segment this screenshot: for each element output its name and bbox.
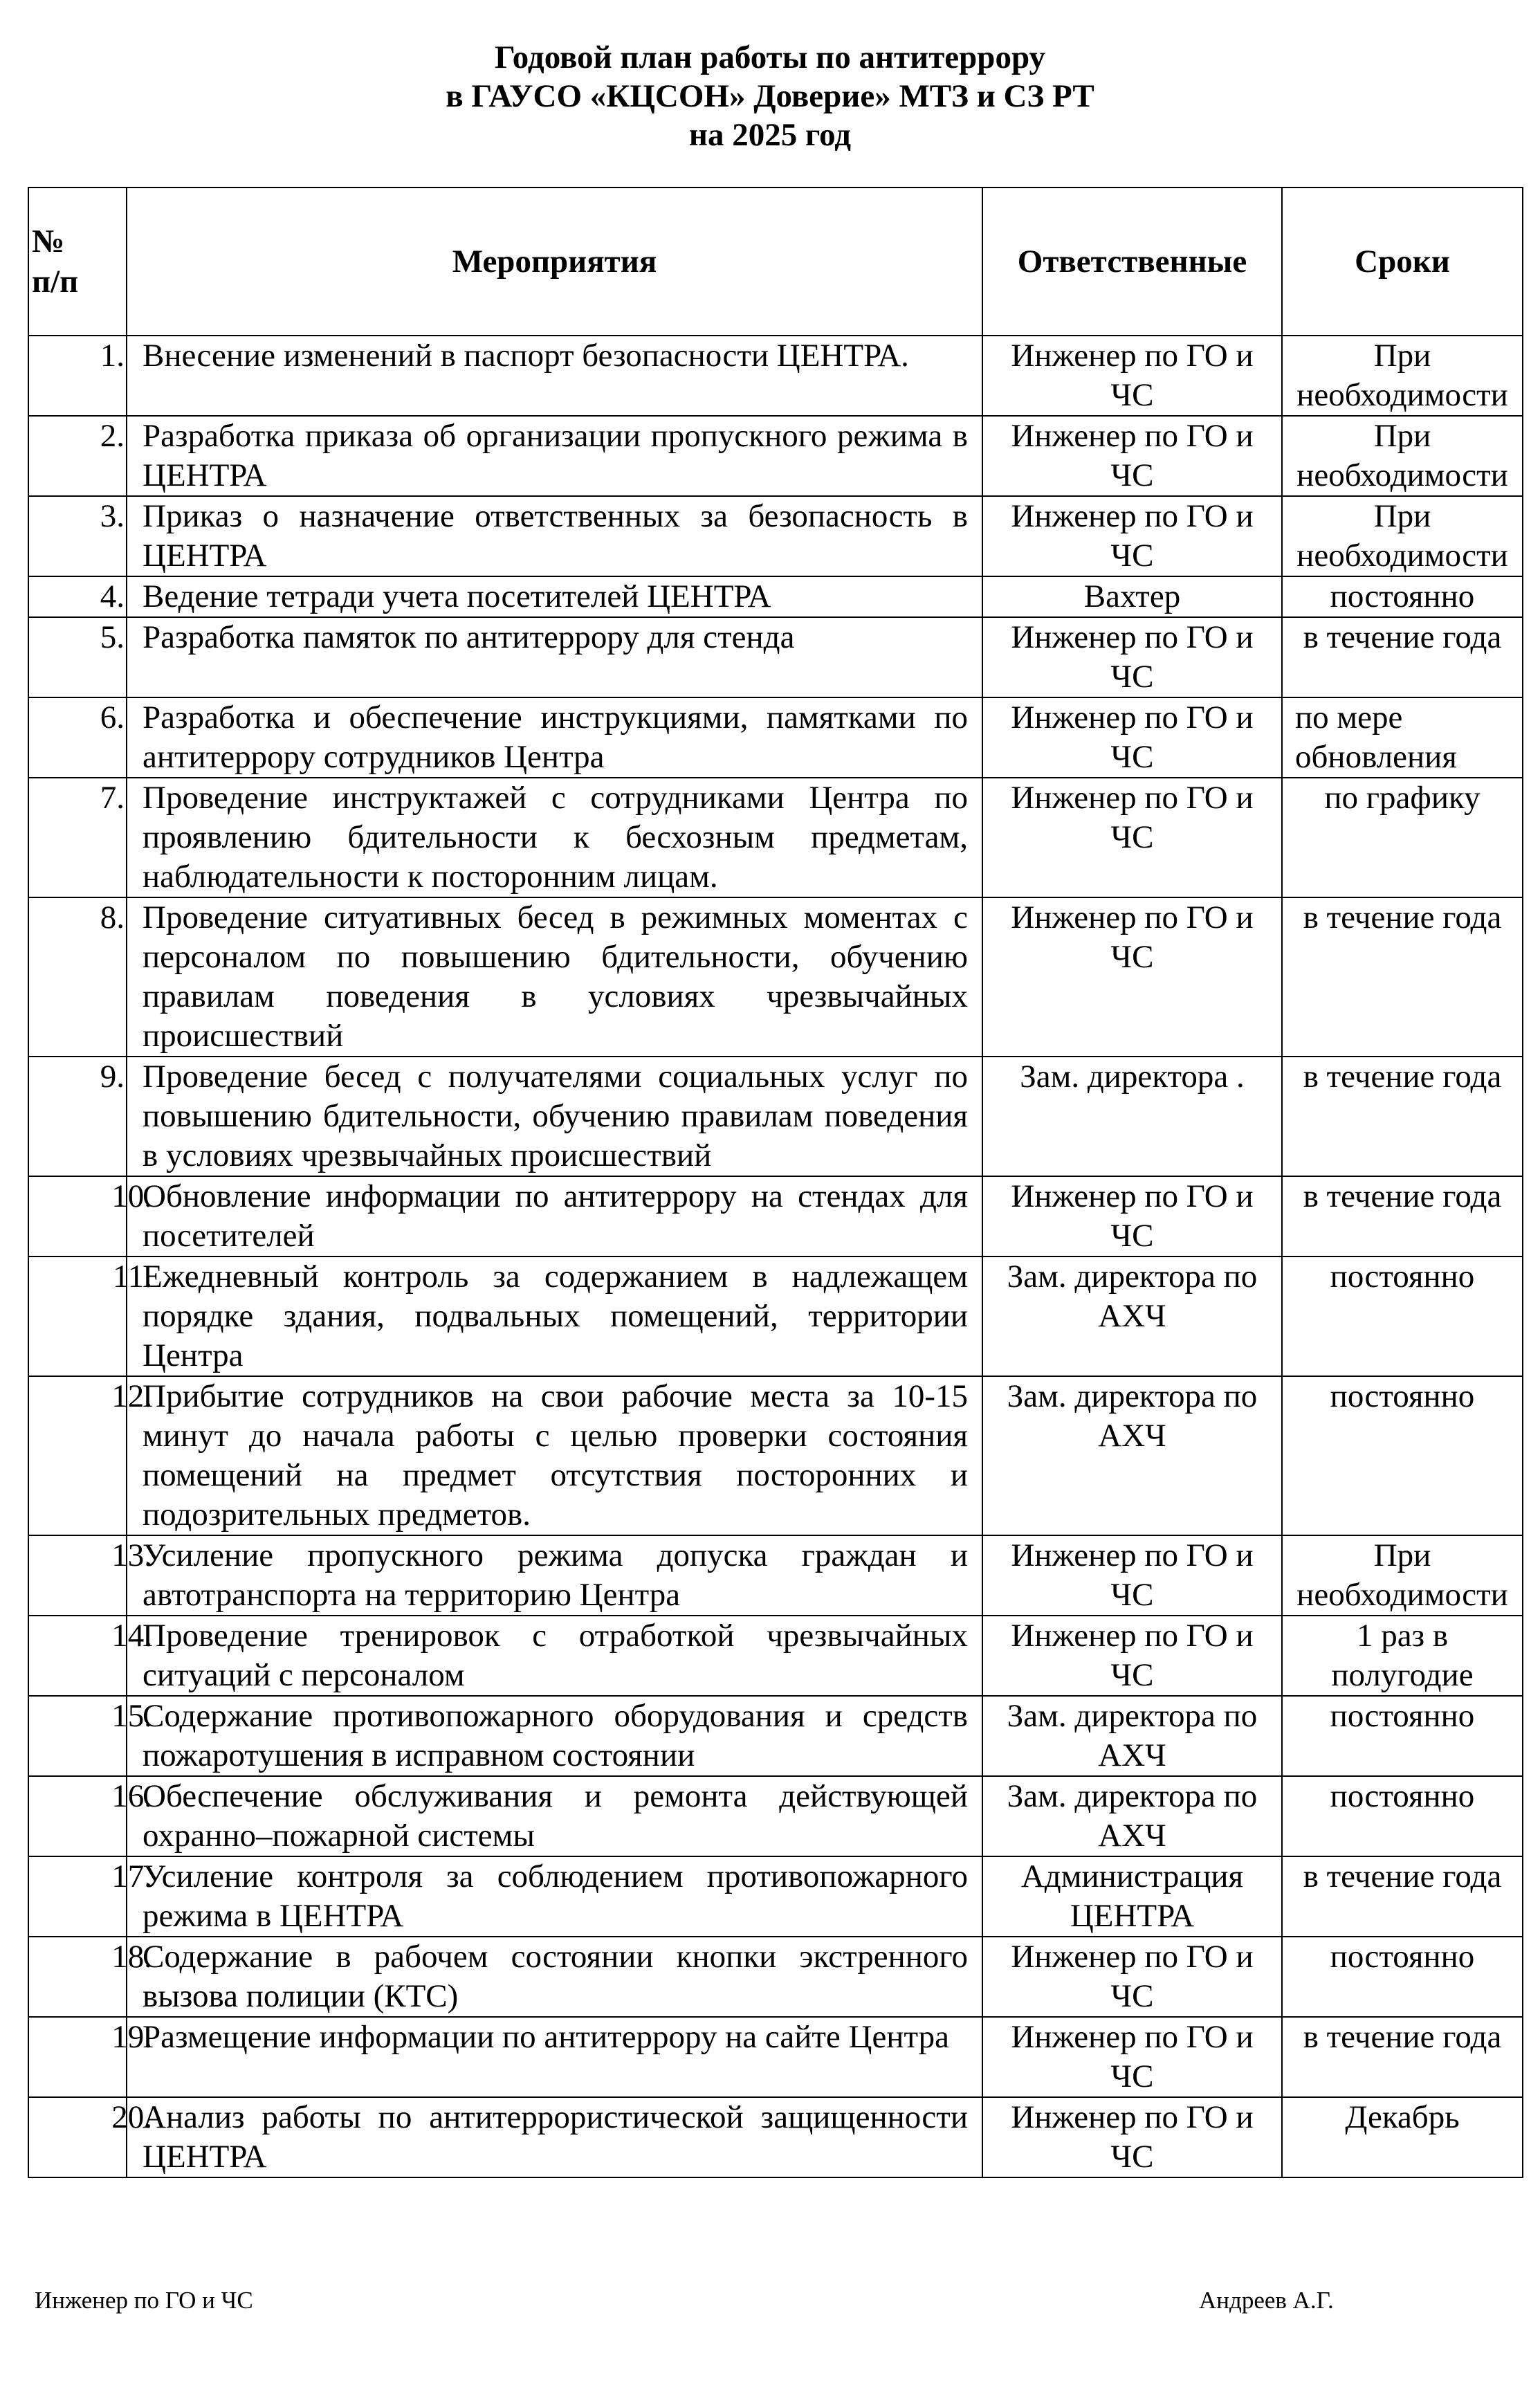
row-responsible: Инженер по ГО и ЧС — [982, 1616, 1282, 1696]
row-number-text: 8. — [100, 899, 125, 935]
row-term: При необходимости — [1282, 416, 1523, 496]
row-number-text: 19. — [111, 2019, 152, 2055]
table-row — [28, 1696, 1523, 1776]
row-number-text: 14. — [111, 1618, 152, 1654]
row-number-text: 5. — [100, 619, 125, 655]
row-responsible: Зам. директора . — [982, 1057, 1282, 1176]
row-activity: Усиление контроля за соблюдением противопожарного режима в ЦЕНТРА — [127, 1856, 982, 1937]
row-number — [28, 1057, 127, 1176]
header-term: Сроки — [1282, 188, 1523, 336]
row-term: в течение года — [1282, 2017, 1523, 2097]
row-number-text: 13. — [111, 1537, 152, 1573]
table-row — [28, 897, 1523, 1057]
row-activity: Содержание в рабочем состоянии кнопки экстренного вызова полиции (КТС) — [127, 1937, 982, 2017]
row-responsible: Инженер по ГО и ЧС — [982, 897, 1282, 1057]
row-number — [28, 2097, 152, 2177]
row-number-text: 12. — [111, 1378, 152, 1414]
row-responsible: Инженер по ГО и ЧС — [982, 336, 1282, 416]
title-line-1: Годовой план работы по антитеррору — [495, 39, 1045, 75]
row-number-text: 9. — [100, 1059, 125, 1095]
row-responsible: Администрация ЦЕНТРА — [982, 1856, 1282, 1937]
row-responsible: Инженер по ГО и ЧС — [982, 1176, 1282, 1257]
table-row — [28, 416, 1523, 496]
row-number-text: 10. — [111, 1178, 152, 1214]
row-number — [28, 1257, 152, 1376]
row-term: 1 раз в полугодие — [1282, 1616, 1523, 1696]
row-activity: Проведение тренировок с отработкой чрезвычайных ситуаций с персоналом — [127, 1616, 982, 1696]
row-activity: Разработка и обеспечение инструкциями, памятками по антитеррору сотрудников Центра — [127, 697, 982, 778]
row-number — [28, 1856, 152, 1937]
row-number-text: 1. — [100, 338, 125, 374]
row-term: в течение года — [1282, 1176, 1523, 1257]
row-number — [28, 617, 127, 697]
row-number — [28, 496, 127, 576]
row-activity: Усиление пропускного режима допуска граждан и автотранспорта на территорию Центра — [127, 1535, 982, 1616]
row-number-text: 2. — [100, 418, 125, 454]
row-number-text: 20. — [111, 2099, 152, 2135]
row-number-text: 4. — [100, 578, 125, 614]
row-activity: Анализ работы по антитеррористической защищенности ЦЕНТРА — [127, 2097, 982, 2177]
row-number — [28, 1696, 152, 1776]
table-row — [28, 1776, 1523, 1856]
row-responsible: Вахтер — [982, 576, 1282, 617]
footer-signer-name: Андреев А.Г. — [1199, 2287, 1334, 2314]
row-term: постоянно — [1282, 576, 1523, 617]
row-number — [28, 697, 127, 778]
row-responsible: Зам. директора по АХЧ — [982, 1257, 1282, 1376]
row-activity: Разработка приказа об организации пропускного режима в ЦЕНТРА — [127, 416, 982, 496]
header-activity: Мероприятия — [127, 188, 982, 336]
table-row — [28, 576, 1523, 617]
row-number — [28, 336, 127, 416]
row-responsible: Инженер по ГО и ЧС — [982, 416, 1282, 496]
row-responsible: Инженер по ГО и ЧС — [982, 1937, 1282, 2017]
row-responsible: Зам. директора по АХЧ — [982, 1776, 1282, 1856]
row-responsible: Инженер по ГО и ЧС — [982, 2017, 1282, 2097]
row-number — [28, 1776, 152, 1856]
row-number-text: 17. — [111, 1858, 152, 1894]
row-activity: Обновление информации по антитеррору на стендах для посетителей — [127, 1176, 982, 1257]
table-row — [28, 1057, 1523, 1176]
row-term: по мере обновления — [1282, 697, 1523, 778]
row-responsible: Инженер по ГО и ЧС — [982, 617, 1282, 697]
row-number — [28, 778, 127, 897]
row-activity: Проведение бесед с получателями социальных услуг по повышению бдительности, обучению правилам поведения в условиях чрезвычайных происшествий — [127, 1057, 982, 1176]
row-number-text: 16. — [111, 1778, 152, 1814]
row-activity: Ведение тетради учета посетителей ЦЕНТРА — [127, 576, 982, 617]
row-activity: Обеспечение обслуживания и ремонта действующей охранно–пожарной системы — [127, 1776, 982, 1856]
table-row — [28, 1937, 1523, 2017]
row-number — [28, 2017, 152, 2097]
header-responsible: Ответственные — [982, 188, 1282, 336]
header-number — [28, 188, 127, 336]
table-row — [28, 1257, 1523, 1376]
row-responsible: Зам. директора по АХЧ — [982, 1376, 1282, 1535]
row-term: в течение года — [1282, 897, 1523, 1057]
row-number-text: 7. — [100, 780, 125, 816]
header-number-pp: п/п — [32, 264, 79, 300]
header-number-sign: № — [32, 223, 65, 259]
table-row — [28, 617, 1523, 697]
row-responsible: Инженер по ГО и ЧС — [982, 778, 1282, 897]
row-term: Декабрь — [1282, 2097, 1523, 2177]
table-row — [28, 1535, 1523, 1616]
row-number — [28, 1616, 152, 1696]
table-row — [28, 2097, 1523, 2177]
row-number — [28, 416, 127, 496]
row-activity: Прибытие сотрудников на свои рабочие места за 10-15 минут до начала работы с целью проверки состояния помещений на предмет отсутствия посторонних и подозрительных предметов. — [127, 1376, 982, 1535]
row-number-text: 11. — [112, 1259, 152, 1295]
title-line-2: в ГАУСО «КЦСОН» Доверие» МТЗ и СЗ РТ — [446, 78, 1094, 114]
row-responsible: Инженер по ГО и ЧС — [982, 496, 1282, 576]
row-activity: Внесение изменений в паспорт безопасности ЦЕНТРА. — [127, 336, 982, 416]
row-term: по графику — [1282, 778, 1523, 897]
table-row — [28, 697, 1523, 778]
row-activity: Содержание противопожарного оборудования и средств пожаротушения в исправном состоянии — [127, 1696, 982, 1776]
table-header-row — [28, 188, 1523, 336]
row-term: в течение года — [1282, 1856, 1523, 1937]
row-number — [28, 1937, 152, 2017]
document-title — [0, 38, 1540, 154]
row-term: постоянно — [1282, 1776, 1523, 1856]
row-responsible: Инженер по ГО и ЧС — [982, 697, 1282, 778]
row-term: постоянно — [1282, 1376, 1523, 1535]
row-term: постоянно — [1282, 1696, 1523, 1776]
row-responsible: Зам. директора по АХЧ — [982, 1696, 1282, 1776]
row-number — [28, 1376, 152, 1535]
row-number — [28, 1535, 152, 1616]
title-line-3: на 2025 год — [688, 117, 852, 153]
row-activity: Ежедневный контроль за содержанием в надлежащем порядке здания, подвальных помещений, территории Центра — [127, 1257, 982, 1376]
table-row — [28, 496, 1523, 576]
row-responsible: Инженер по ГО и ЧС — [982, 2097, 1282, 2177]
row-term: При необходимости — [1282, 336, 1523, 416]
row-number-text: 18. — [111, 1939, 152, 1975]
footer-position: Инженер по ГО и ЧС — [35, 2287, 253, 2314]
table-row — [28, 1616, 1523, 1696]
row-number — [28, 576, 127, 617]
table-row — [28, 778, 1523, 897]
row-term: При необходимости — [1282, 1535, 1523, 1616]
table-row — [28, 1856, 1523, 1937]
row-term: постоянно — [1282, 1937, 1523, 2017]
row-number — [28, 897, 127, 1057]
row-activity: Проведение ситуативных бесед в режимных моментах с персоналом по повышению бдительности, обучению правилам поведения в условиях чрезвычайных происшествий — [127, 897, 982, 1057]
row-number-text: 3. — [100, 498, 125, 534]
row-term: в течение года — [1282, 1057, 1523, 1176]
row-term: в течение года — [1282, 617, 1523, 697]
row-activity: Проведение инструктажей с сотрудниками Центра по проявлению бдительности к бесхозным предметам, наблюдательности к посторонним лицам. — [127, 778, 982, 897]
row-number-text: 6. — [100, 700, 125, 735]
table-row — [28, 336, 1523, 416]
table-row — [28, 1176, 1523, 1257]
table-row — [28, 1376, 1523, 1535]
plan-table — [28, 187, 1523, 2178]
table-row — [28, 2017, 1523, 2097]
row-activity: Приказ о назначение ответственных за безопасность в ЦЕНТРА — [127, 496, 982, 576]
row-number — [28, 1176, 152, 1257]
row-term: постоянно — [1282, 1257, 1523, 1376]
row-activity: Разработка памяток по антитеррору для стенда — [127, 617, 982, 697]
row-term: При необходимости — [1282, 496, 1523, 576]
row-responsible: Инженер по ГО и ЧС — [982, 1535, 1282, 1616]
row-activity: Размещение информации по антитеррору на сайте Центра — [127, 2017, 982, 2097]
row-number-text: 15. — [111, 1698, 152, 1734]
